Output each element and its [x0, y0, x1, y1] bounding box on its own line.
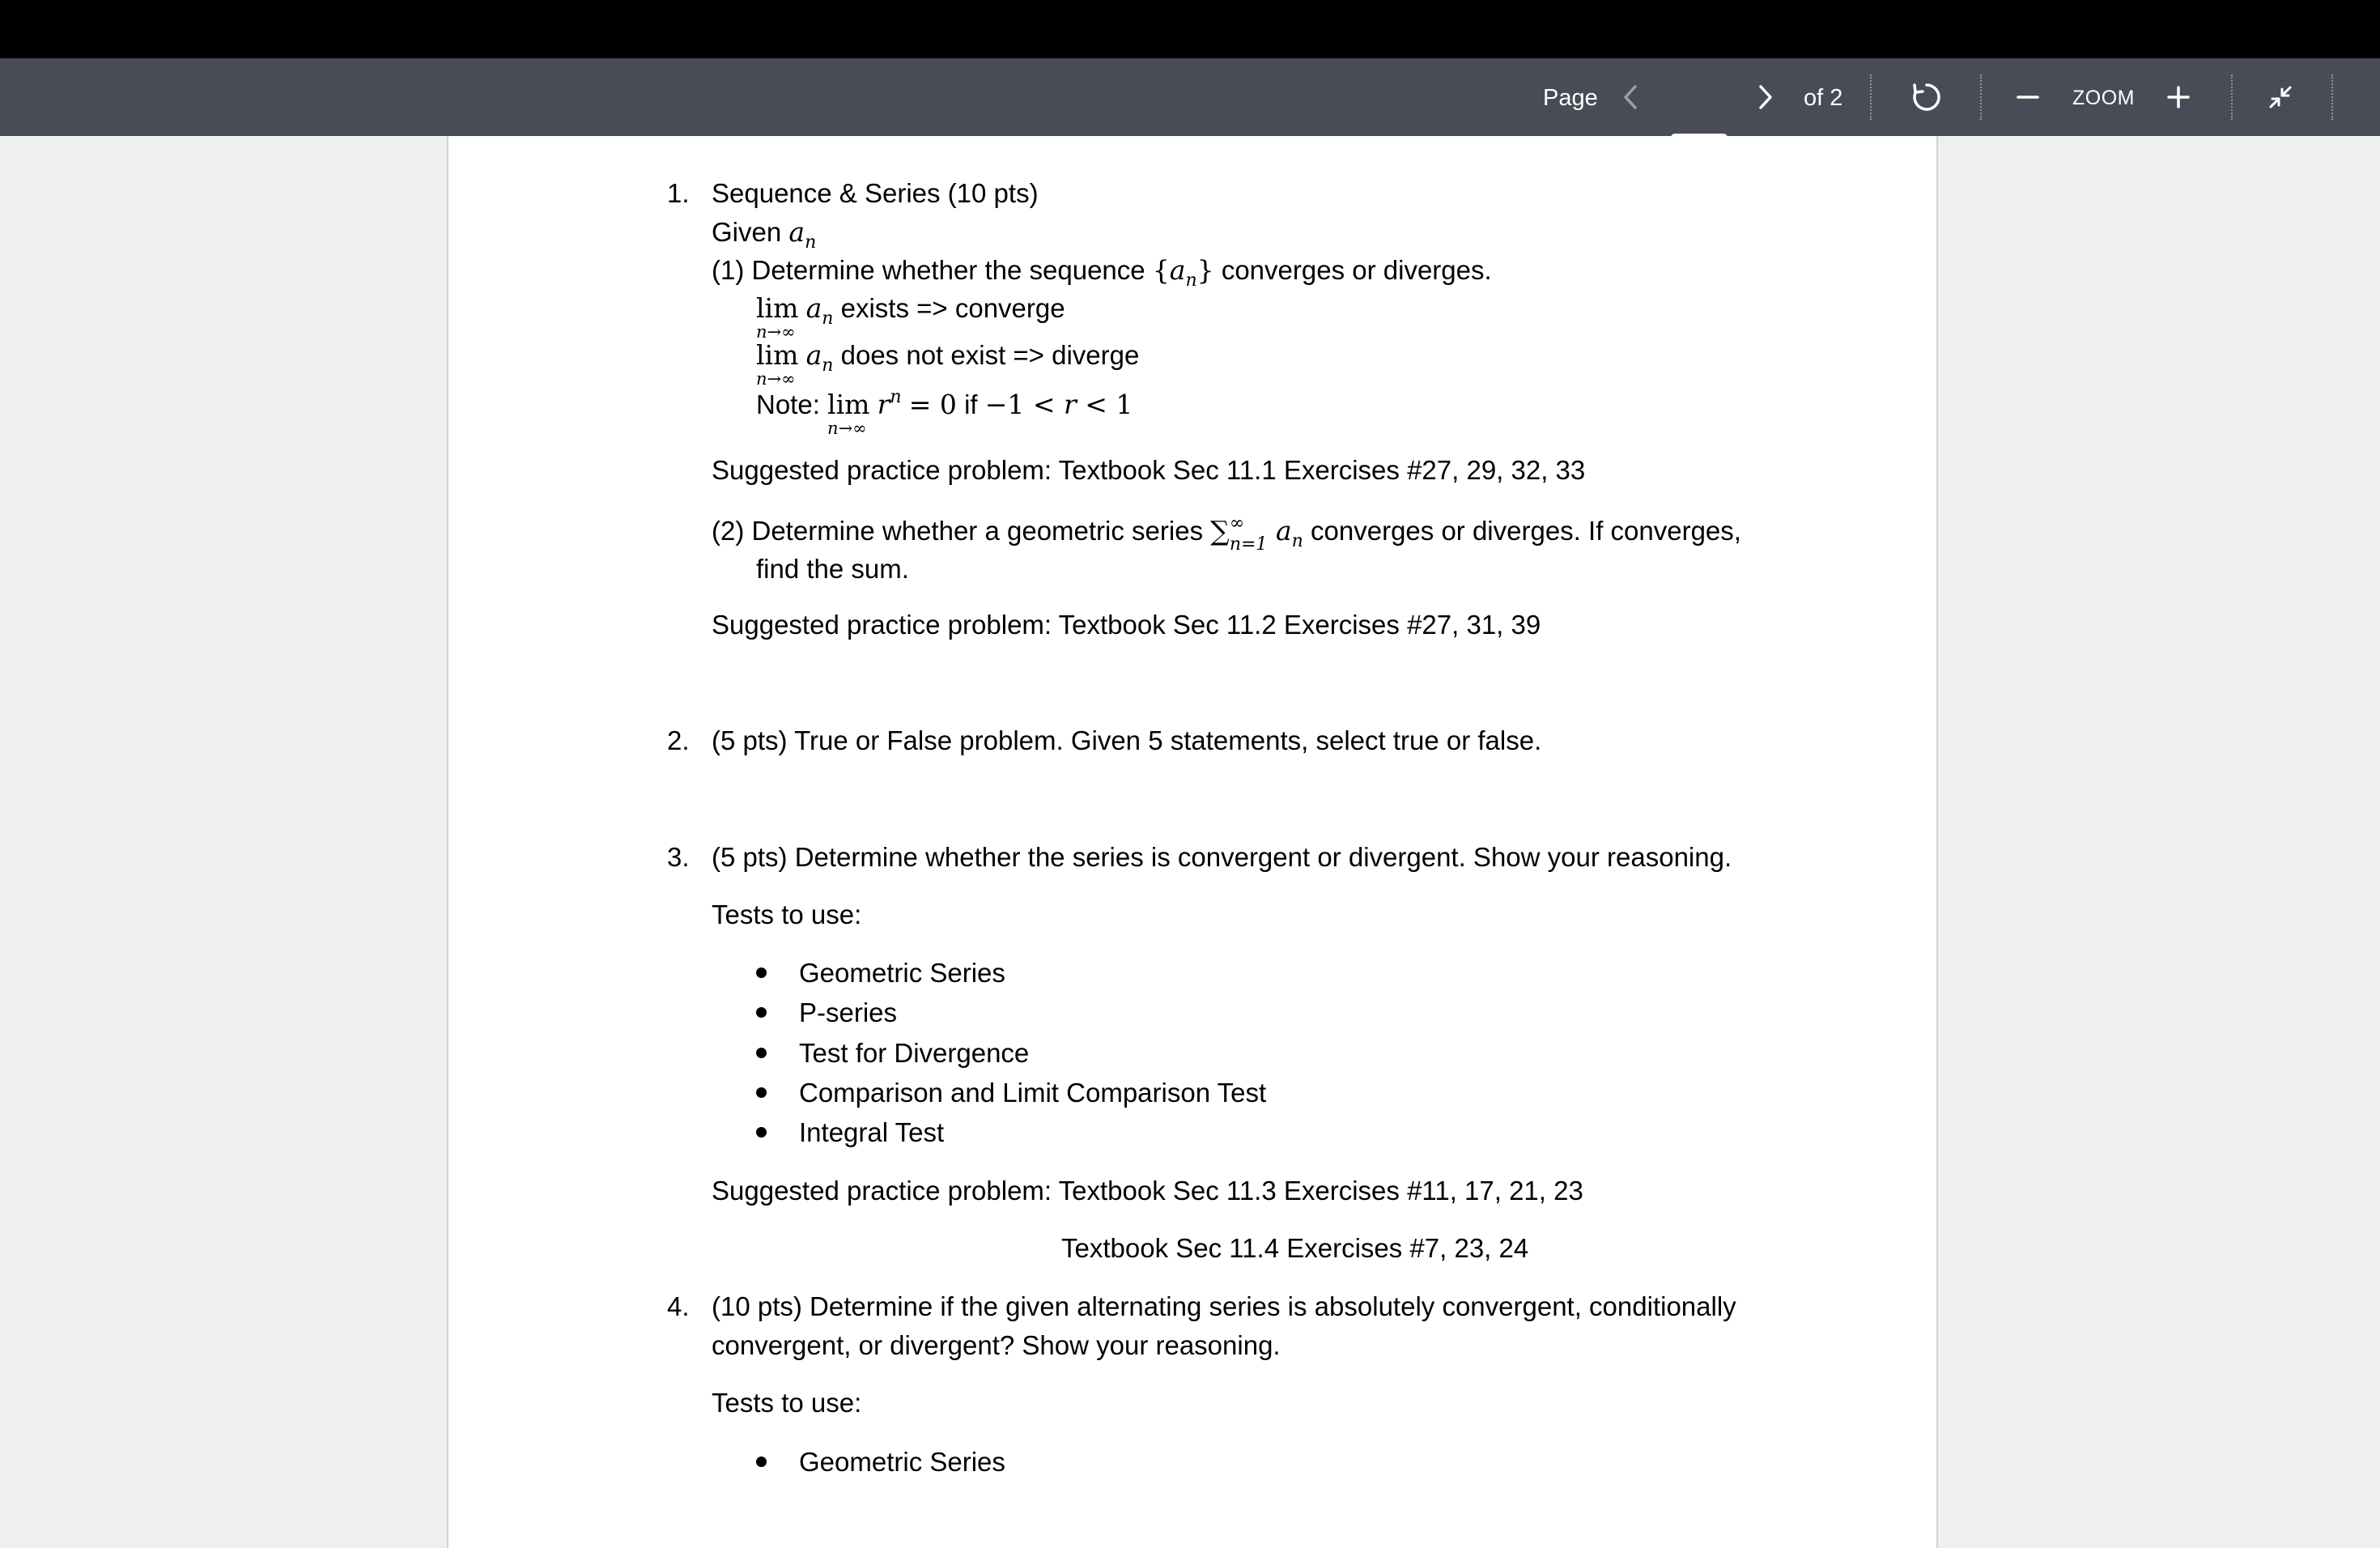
toolbar-divider — [1870, 74, 1872, 120]
chevron-left-icon[interactable] — [1611, 77, 1651, 117]
q2-text: (5 pts) True or False problem. Given 5 statements, select true or false. — [712, 725, 1542, 755]
list-item: Comparison and Limit Comparison Test — [799, 1078, 1267, 1108]
zoom-label: ZOOM — [2072, 86, 2135, 109]
bullet-icon — [756, 1457, 767, 1467]
limit-not-exist-line: lim n→∞ $a_n$ does not exist => diverge — [756, 339, 1140, 389]
bullet-icon — [756, 1087, 767, 1098]
q3-tests-label: Tests to use: — [712, 899, 862, 929]
toolbar-divider — [2231, 74, 2233, 120]
toolbar-divider — [1980, 74, 1982, 120]
list-item: Test for Divergence — [799, 1038, 1030, 1068]
rotate-icon[interactable] — [1906, 77, 1947, 117]
q4-number: 4. — [667, 1291, 690, 1321]
q3-text: (5 pts) Determine whether the series is convergent or divergent. Show your reasoning. — [712, 842, 1732, 872]
q1-number: 1. — [667, 178, 690, 208]
q3-practice-b: Textbook Sec 11.4 Exercises #7, 23, 24 — [1061, 1233, 1529, 1263]
toolbar-divider — [2331, 74, 2333, 120]
q1-part1: (1) Determine whether the sequence $\{a_n\}$ converges or diverges. — [712, 254, 1492, 291]
q1-title: Sequence & Series (10 pts) — [712, 178, 1039, 208]
limit-exists-line: lim n→∞ $a_n$ exists => converge — [756, 292, 1065, 342]
list-item: Geometric Series — [799, 958, 1005, 988]
window-top-bar — [0, 0, 2380, 58]
q1-practice-1: Suggested practice problem: Textbook Sec 11.1 Exercises #27, 29, 32, 33 — [712, 455, 1586, 485]
page-count-label: of 2 — [1804, 84, 1843, 111]
bullet-icon — [756, 968, 767, 978]
q3-number: 3. — [667, 842, 690, 872]
document-viewer[interactable] — [0, 136, 2380, 1548]
pdf-toolbar — [0, 58, 2380, 136]
q4-line-2: convergent, or divergent? Show your reasoning. — [712, 1330, 1281, 1360]
q3-practice-a: Suggested practice problem: Textbook Sec 11.3 Exercises #11, 17, 21, 23 — [712, 1176, 1583, 1206]
list-item: Geometric Series — [799, 1447, 1005, 1477]
q4-line-1: (10 pts) Determine if the given alternating series is absolutely convergent, conditionally — [712, 1291, 1736, 1321]
collapse-icon[interactable] — [2260, 77, 2301, 117]
page-label: Page — [1543, 84, 1598, 111]
bullet-icon — [756, 1127, 767, 1138]
plus-icon[interactable] — [2158, 77, 2199, 117]
list-item: P-series — [799, 997, 898, 1027]
bullet-icon — [756, 1048, 767, 1058]
chevron-right-icon[interactable] — [1745, 77, 1785, 117]
q1-given: Given $a_n$ — [712, 216, 817, 253]
bullet-icon — [756, 1007, 767, 1018]
q1-part2-line2: find the sum. — [756, 554, 909, 584]
q1-part2: (2) Determine whether a geometric series ∑ ∞ n=1 $a_n$ converges or diverges. If converges, — [712, 513, 1741, 555]
note-line: Note: lim n→∞ $r^n = 0$ if −1 < r < 1 — [756, 387, 1133, 438]
q4-tests-label: Tests to use: — [712, 1388, 862, 1418]
pdf-page — [447, 136, 1938, 1548]
minus-icon[interactable] — [2008, 77, 2048, 117]
list-item: Integral Test — [799, 1117, 945, 1147]
q1-practice-2: Suggested practice problem: Textbook Sec 11.2 Exercises #27, 31, 39 — [712, 610, 1541, 640]
q2-number: 2. — [667, 725, 690, 755]
